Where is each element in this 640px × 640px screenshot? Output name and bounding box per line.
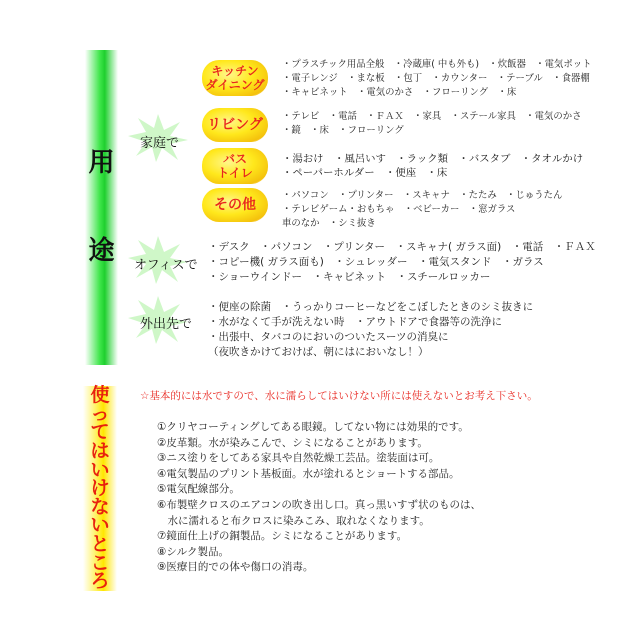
room-items-other: ・パソコン ・プリンター ・スキャナ ・たたみ ・じゅうたん ・テレビゲーム・おもちゃ ・ベビーカー ・窓ガラス 車のなか ・シミ抜き (282, 190, 563, 229)
restrictions-title-char: な (90, 495, 110, 518)
outside-items: ・便座の除菌 ・うっかりコーヒーなどをこぼしたときのシミ抜きに ・水がなくて手が洗えない時 ・アウトドアで食器等の洗浄に ・出張中、タバコのにおいのついたスーツの消臭に （夜吹きかけておけば、朝にはにおいなし！） (208, 301, 534, 358)
usage-title-bar (85, 50, 118, 365)
usage-title-char-2: 途 (88, 236, 115, 266)
category-outside: 外出先で (140, 317, 193, 332)
restrictions-list: ①クリヤコーティングしてある眼鏡。してない物には効果的です。 ②皮革類。水が染みこんで、シミになることがあります。 ③ニス塗りをしてある家具や自然乾燥工芸品。塗装面は可。 ④電気製品のプリント基板面。水が塗れるとショートする部品。 ⑤電気配線部分。 ⑥布製壁クロスのエアコンの吹き出し口。真っ黒いすず状のものは、 水に濡れると布クロスに染みこみ、取れなくなります。 ⑦鏡面仕上げの銅製品。シミになることがあります。 ⑧シルク製品。 ⑨医療目的での体や傷口の消毒。 (157, 421, 481, 574)
restrictions-title-char: は (90, 439, 110, 462)
room-badge-other: その他 (202, 188, 268, 222)
restrictions-title-char: っ (90, 402, 110, 425)
room-items-bath: ・湯おけ ・風呂いす ・ラック類 ・バスタブ ・タオルかけ ・ペーパーホルダー ・便座 ・床 (282, 153, 584, 179)
restrictions-title-char: こ (90, 551, 110, 574)
usage-title-char-1: 用 (88, 148, 115, 178)
room-items-living: ・テレビ ・電話 ・ＦＡＸ ・家具 ・ステール家具 ・電気のかさ ・鏡 ・床 ・フローリング (282, 111, 582, 136)
restrictions-title-char: ろ (90, 570, 110, 593)
room-badge-kitchen: キッチン ダイニング (202, 60, 268, 96)
room-badge-living: リビング (202, 108, 268, 142)
room-badge-bath: バス トイレ (202, 148, 268, 184)
room-items-kitchen: ・プラスチック用品全般 ・冷蔵庫( 中も外も) ・炊飯器 ・電気ポット ・電子レンジ ・まな板 ・包丁 ・カウンター ・テーブル ・食器棚 ・キャビネット ・電気のかさ ・フローリング ・床 (282, 59, 592, 98)
office-items: ・デスク ・パソコン ・プリンター ・スキャナ( ガラス面) ・電話 ・ＦＡＸ ・コピー機( ガラス面も) ・シュレッダー ・電気スタンド ・ガラス ・ショーウインドー ・キャビネット ・スチールロッカー (208, 241, 596, 283)
restrictions-title-char: け (90, 477, 110, 500)
restrictions-title-char: と (90, 533, 110, 556)
restrictions-title-char: て (90, 421, 110, 444)
category-home: 家庭で (140, 136, 180, 151)
category-office: オフィスで (134, 258, 198, 273)
restrictions-title-char: い (90, 458, 110, 481)
restrictions-title-char: 使 (90, 384, 110, 406)
restrictions-warning: ☆基本的には水ですので、水に濡らしてはいけない所には使えないとお考え下さい。 (140, 390, 538, 402)
restrictions-title-bar (83, 386, 117, 591)
restrictions-title-char: い (90, 514, 110, 537)
